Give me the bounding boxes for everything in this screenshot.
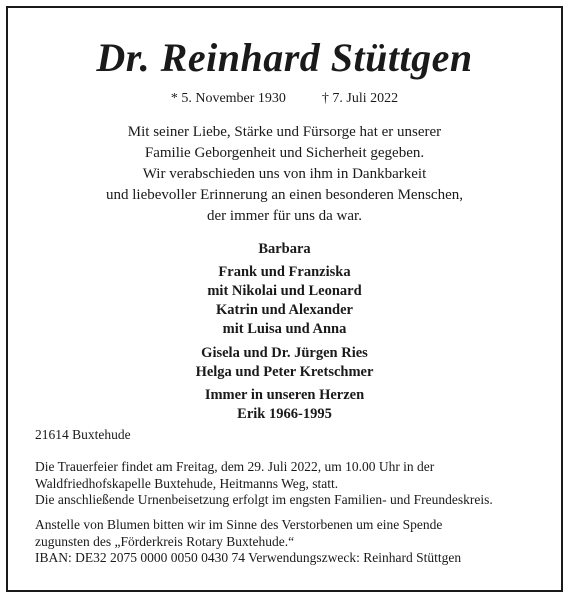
- obituary-frame: [6, 6, 563, 592]
- mourner-line: Gisela und Dr. Jürgen Ries: [201, 345, 368, 361]
- mourner-line: Helga und Peter Kretschmer: [195, 364, 374, 380]
- mourner-line: Erik 1966-1995: [237, 406, 332, 422]
- mourners-group-4: [8, 386, 561, 424]
- mourner-line: Barbara: [258, 241, 311, 257]
- verse-line: Wir verabschieden uns von ihm in Dankbarkeit: [142, 166, 427, 182]
- mourner-line: mit Luisa und Anna: [222, 321, 347, 337]
- mourner-line: Immer in unseren Herzen: [204, 387, 365, 403]
- mourner-line: Frank und Franziska: [218, 264, 351, 280]
- donation-line: IBAN: DE32 2075 0000 0050 0430 74 Verwendungszweck: Reinhard Stüttgen: [35, 550, 462, 565]
- mourners-group-1: [8, 240, 561, 259]
- verse-line: und liebevoller Erinnerung an einen besonderen Menschen,: [106, 187, 463, 203]
- funeral-line: Die anschließende Urnenbeisetzung erfolgt im engsten Familien- und Freundeskreis.: [35, 492, 493, 507]
- funeral-line: Waldfriedhofskapelle Buxtehude, Heitmanns Weg, statt.: [35, 475, 339, 491]
- verse-line: Familie Geborgenheit und Sicherheit gegeben.: [144, 145, 425, 161]
- birth-date: * 5. November 1930: [170, 91, 286, 106]
- mourner-line: mit Nikolai und Leonard: [207, 283, 362, 299]
- verse-line: der immer für uns da war.: [207, 208, 362, 224]
- donation-line: Anstelle von Blumen bitten wir im Sinne des Verstorbenen um eine Spende: [35, 517, 443, 532]
- mourner-line: Katrin und Alexander: [216, 302, 353, 318]
- life-dates: [8, 91, 561, 107]
- place-of-residence: 21614 Buxtehude: [35, 427, 131, 442]
- donation-line: zugunsten des „Förderkreis Rotary Buxtehude.“: [35, 533, 295, 549]
- verse-line: Mit seiner Liebe, Stärke und Fürsorge hat er unserer: [127, 124, 442, 140]
- mourners-group-2: [8, 263, 561, 339]
- death-date: † 7. Juli 2022: [321, 91, 399, 106]
- mourners-group-3: [8, 344, 561, 382]
- donation-info: [35, 517, 551, 567]
- funeral-line: Die Trauerfeier findet am Freitag, dem 29. Juli 2022, um 10.00 Uhr in der: [35, 459, 435, 474]
- memorial-verse: [8, 122, 561, 227]
- funeral-info: [35, 459, 551, 509]
- deceased-name: Dr. Reinhard Stüttgen: [96, 35, 473, 80]
